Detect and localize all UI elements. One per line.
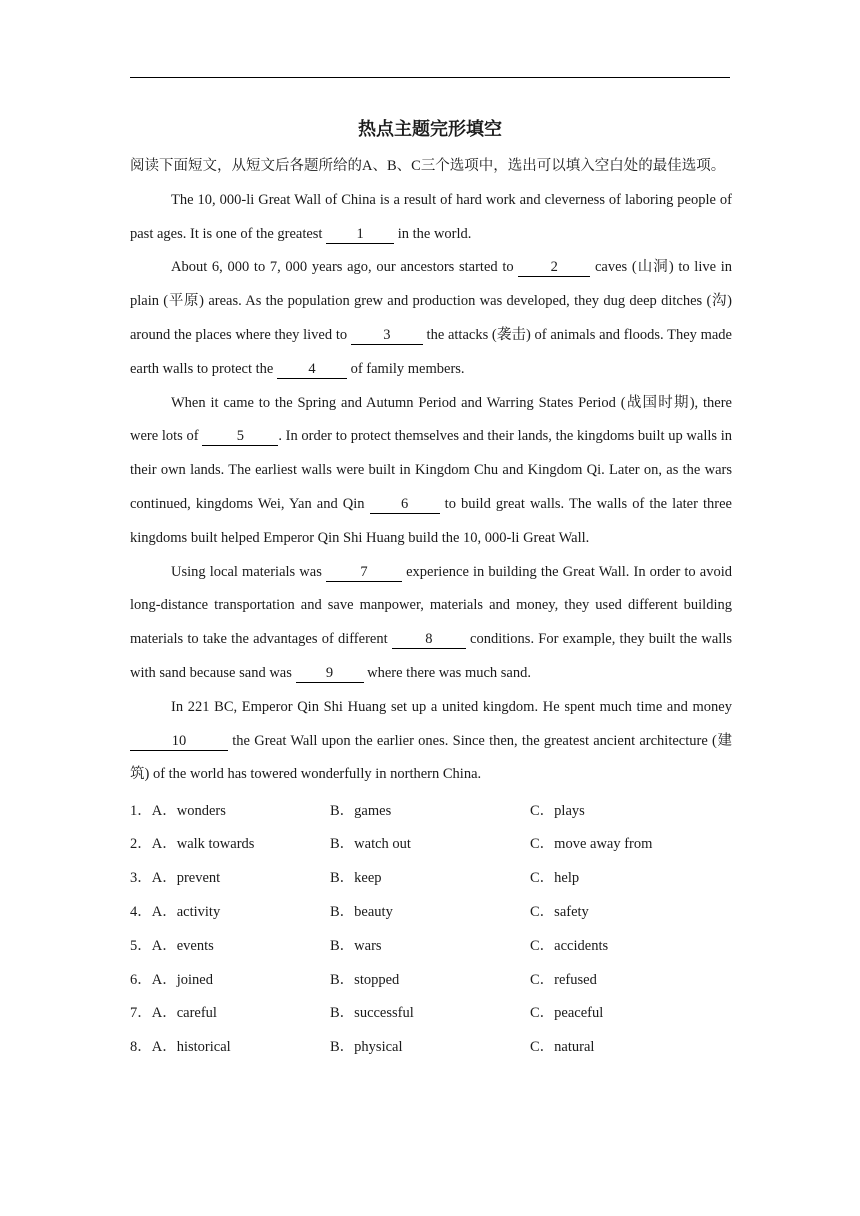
option-b[interactable]: B．successful — [330, 1005, 414, 1022]
option-row — [130, 961, 732, 995]
blank-10: 10 — [130, 732, 228, 751]
option-b[interactable]: B．watch out — [330, 836, 411, 853]
blank-2: 2 — [518, 258, 590, 277]
paragraph-3: When it came to the Spring and Autumn Period and Warring States Period (战国时期), there were lots of 5 . In order to protect themselves and their lands, the kingdoms built up walls in their own lands. The earliest walls were built in Kingdom Chu and Kingdom Qi. Later on, as the wars continued, kingdoms Wei, Yan and Qin 6 to build great walls. The walls of the later three kingdoms built helped Emperor Qin Shi Huang build the 10, 000-li Great Wall. — [130, 394, 733, 546]
option-a[interactable]: 6．A．joined — [130, 971, 213, 988]
blank-9: 9 — [296, 664, 364, 683]
option-a[interactable]: 3．A．prevent — [130, 870, 221, 887]
header-rule — [130, 77, 730, 78]
option-c[interactable]: C．natural — [530, 1039, 595, 1056]
option-b[interactable]: B．physical — [330, 1039, 403, 1056]
option-c[interactable]: C．safety — [530, 903, 589, 920]
blank-7: 7 — [326, 563, 402, 582]
options-list — [130, 792, 732, 1062]
option-row — [130, 860, 732, 894]
blank-1: 1 — [326, 225, 394, 244]
blank-3: 3 — [351, 326, 423, 345]
instructions: 阅读下面短文，从短文后各题所给的A、B、C三个选项中，选出可以填入空白处的最佳选项。 — [130, 158, 726, 174]
paragraph-1: The 10, 000-li Great Wall of China is a result of hard work and cleverness of laboring people of past ages. It is one of the greatest 1 in the world. — [130, 191, 732, 242]
option-c[interactable]: C．move away from — [530, 836, 653, 853]
option-c[interactable]: C．plays — [530, 802, 585, 819]
option-a[interactable]: 8．A．historical — [130, 1039, 231, 1056]
blank-5: 5 — [202, 427, 278, 446]
blank-8: 8 — [392, 630, 466, 649]
option-a[interactable]: 5．A．events — [130, 937, 214, 954]
option-row — [130, 826, 732, 860]
option-b[interactable]: B．keep — [330, 870, 382, 887]
option-c[interactable]: C．accidents — [530, 937, 609, 954]
option-row — [130, 1029, 732, 1063]
page-title: 热点主题完形填空 — [358, 119, 502, 140]
option-a[interactable]: 1．A．wonders — [130, 802, 226, 819]
option-a[interactable]: 4．A．activity — [130, 903, 221, 920]
blank-6: 6 — [370, 495, 440, 514]
paragraph-4: Using local materials was 7 experience in building the Great Wall. In order to avoid long-distance transportation and save manpower, materials and money, they used different building materials to take the advantages of different 8 conditions. For example, they built the walls with sand because sand was 9 where there was much sand. — [130, 563, 733, 681]
blank-4: 4 — [277, 360, 347, 379]
option-row — [130, 995, 732, 1029]
option-a[interactable]: 7．A．careful — [130, 1005, 217, 1022]
option-b[interactable]: B．games — [330, 802, 392, 819]
document-body — [130, 150, 732, 1063]
option-b[interactable]: B．beauty — [330, 903, 393, 920]
option-b[interactable]: B．wars — [330, 937, 382, 954]
option-c[interactable]: C．peaceful — [530, 1005, 604, 1022]
option-row — [130, 894, 732, 928]
option-a[interactable]: 2．A．walk towards — [130, 836, 255, 853]
paragraph-2: About 6, 000 to 7, 000 years ago, our ancestors started to 2 caves (山洞) to live in plain (平原) areas. As the population grew and production was developed, they dug deep ditches (沟) around the places where they lived to 3 the attacks (袭击) of animals and floods. They made earth walls to protect the 4 of family members. — [130, 259, 732, 377]
option-c[interactable]: C．help — [530, 870, 580, 887]
option-row — [130, 927, 732, 961]
option-b[interactable]: B．stopped — [330, 971, 400, 988]
option-row — [130, 792, 732, 826]
option-c[interactable]: C．refused — [530, 971, 597, 988]
paragraph-5: In 221 BC, Emperor Qin Shi Huang set up a united kingdom. He spent much time and money 10 the Great Wall upon the earlier ones. Since then, the greatest ancient architecture (建筑) of the world has towered wonderfully in northern China. — [130, 698, 732, 783]
